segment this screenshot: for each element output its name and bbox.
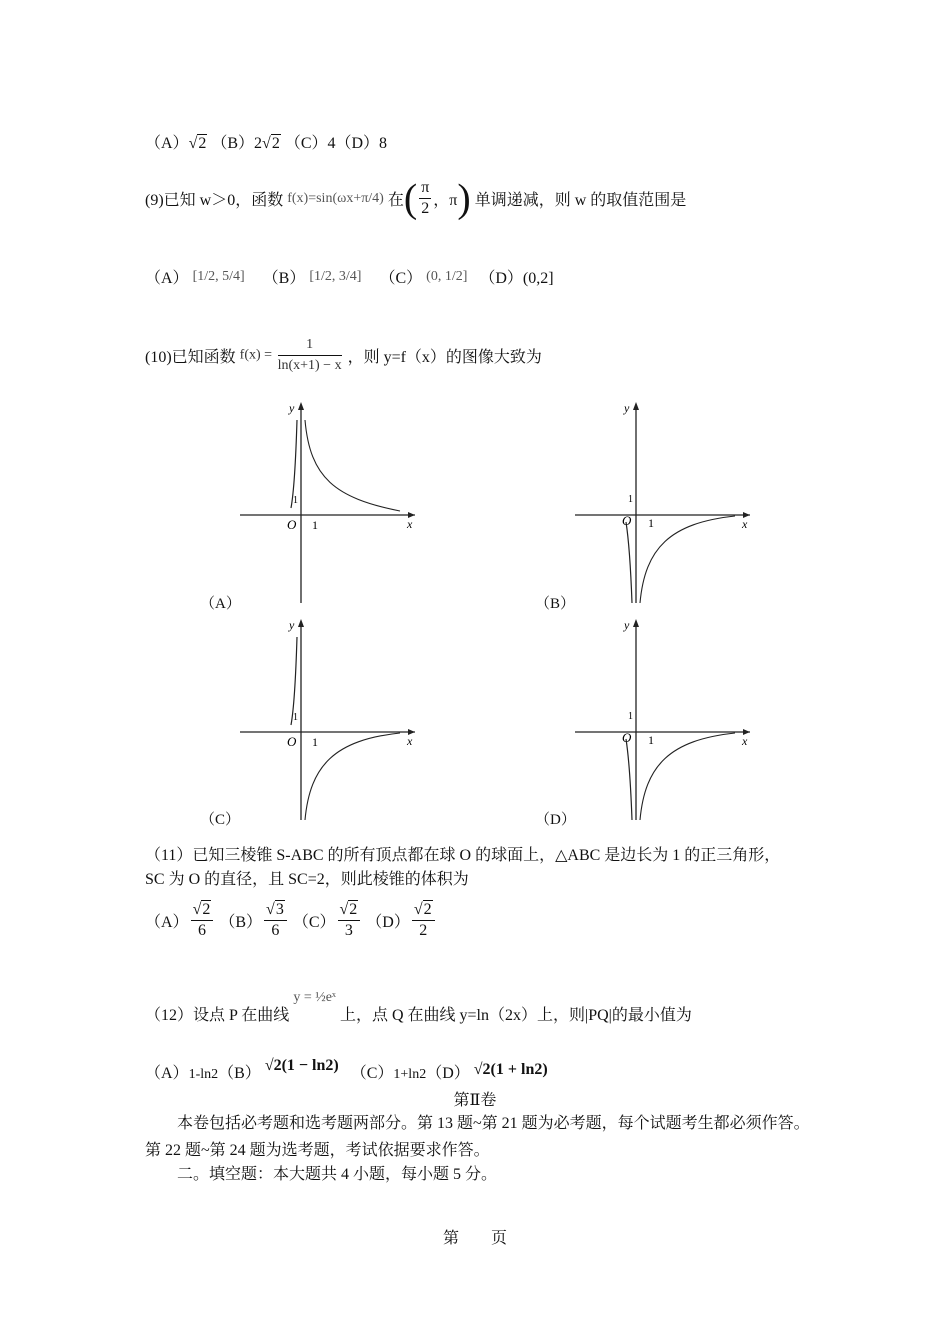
- q9-option-c-label: （C）: [379, 270, 423, 287]
- q11-option-c-label: （C）: [292, 914, 336, 931]
- q12-option-b-value: √2(1 − ln2): [264, 1057, 339, 1074]
- q9-option-b-label: （B）: [262, 270, 306, 287]
- q11-option-a-value: $\frac{√2}{6}$: [191, 900, 214, 941]
- svg-text:1: 1: [293, 495, 298, 506]
- q12-option-c-label: （C）: [350, 1065, 394, 1082]
- svg-text:1: 1: [648, 516, 654, 530]
- q12-tail-text: 上，点 Q 在曲线 y=ln（2x）上，则|PQ|的最小值为: [339, 1007, 692, 1024]
- svg-text:1: 1: [628, 494, 633, 505]
- q9-mid-text: 在: [387, 192, 404, 209]
- q12-option-d-value: √2(1 + ln2): [473, 1061, 548, 1078]
- q9-option-b-value: [1/2, 3/4]: [309, 268, 362, 284]
- svg-text:y: y: [289, 618, 295, 632]
- q9-interval-frac: $\frac{\pi}{2}$: [421, 179, 430, 217]
- page-footer: 第 页: [442, 1230, 507, 1247]
- q10-tail-text: ，则 y=f（x）的图像大致为: [347, 349, 542, 366]
- q9-option-a-label: （A）: [145, 270, 189, 287]
- q10-graph-d: [570, 615, 760, 825]
- q10-graph-d-label: （D）: [535, 812, 576, 828]
- q12-option-a-label: （A）: [145, 1065, 189, 1082]
- q8-option-b-coef: 2: [254, 135, 263, 152]
- q9-tail-text: 单调递减，则 w 的取值范围是: [474, 192, 687, 209]
- q11-option-c-value: $\frac{√2}{3}$: [338, 900, 361, 941]
- q11-option-b-value: $\frac{√3}{6}$: [264, 900, 287, 941]
- svg-text:O: O: [622, 513, 632, 528]
- svg-text:1: 1: [628, 711, 633, 722]
- q9-interval-end: ，π: [433, 192, 458, 209]
- svg-text:1: 1: [648, 733, 654, 747]
- q12-stem-text: （12）设点 P 在曲线: [145, 1007, 290, 1024]
- svg-text:y: y: [624, 401, 630, 415]
- q10-stem-text: (10)已知函数: [145, 349, 236, 366]
- q11-option-b-label: （B）: [219, 914, 263, 931]
- q9-stem: [145, 175, 687, 221]
- part2-paragraph-1: 本卷包括必考题和选考题两部分。第 13 题~第 21 题为必考题，每个试题考生都必须作答。第 22 题~第 24 题为选考题，考试依据要求作答。: [145, 1115, 810, 1159]
- q10-graph-c: [235, 615, 425, 825]
- q10-graph-c-label: （C）: [200, 812, 241, 828]
- q8-option-a-label: （A）: [145, 135, 189, 152]
- q11-option-d-value: $\frac{√2}{2}$: [412, 900, 435, 941]
- svg-text:O: O: [287, 517, 297, 532]
- q8-options: [145, 130, 387, 153]
- svg-text:1: 1: [312, 518, 318, 532]
- q9-options: [145, 265, 554, 288]
- svg-text:1: 1: [293, 712, 298, 723]
- svg-text:y: y: [624, 618, 630, 632]
- q12-option-b-label: （B）: [218, 1065, 261, 1082]
- q11-option-d-label: （D）: [366, 914, 410, 931]
- q12-option-d-label: （D）: [426, 1065, 470, 1082]
- svg-text:O: O: [622, 730, 632, 745]
- svg-text:1: 1: [312, 735, 318, 749]
- q9-option-d: （D）(0,2]: [479, 270, 554, 287]
- svg-text:y: y: [289, 401, 295, 415]
- part2-paragraph-2: 二。填空题：本大题共 4 小题，每小题 5 分。: [177, 1166, 498, 1183]
- q9-option-a-value: [1/2, 5/4]: [192, 268, 245, 284]
- svg-text:O: O: [287, 734, 297, 749]
- q8-option-b-value: √2: [262, 135, 280, 152]
- q10-formula: f(x) = $\frac{1}{\ln(x+1) - x}$: [239, 337, 342, 373]
- q10-graph-a-label: （A）: [200, 596, 241, 612]
- q8-option-b-label: （B）: [211, 135, 255, 152]
- q12-formula: y = ½eˣ: [293, 990, 336, 1006]
- q9-left-paren: (: [403, 175, 418, 221]
- q8-option-d: （D）8: [335, 135, 388, 152]
- q11-stem-line2: SC 为 O 的直径，且 SC=2，则此棱锥的体积为: [145, 871, 469, 888]
- q9-formula: f(x)=sin(ωx+π/4): [287, 190, 384, 206]
- q9-option-c-value: (0, 1/2]: [426, 268, 468, 284]
- q8-option-a-value: √2: [188, 135, 207, 152]
- q10-graph-b-label: （B）: [535, 596, 576, 612]
- q10-graph-b: [570, 398, 760, 608]
- q12-options: [145, 1057, 548, 1083]
- svg-text:x: x: [407, 517, 413, 531]
- q11-options: [145, 900, 437, 941]
- part2-title: 第Ⅱ卷: [453, 1092, 497, 1109]
- q12-option-c-value: 1+ln2: [393, 1067, 427, 1082]
- q11-option-a-label: （A）: [145, 914, 189, 931]
- q9-right-paren: ): [457, 175, 471, 221]
- q12-stem: [145, 990, 692, 1025]
- q9-stem-text: (9)已知 w＞0，函数: [145, 192, 284, 209]
- svg-text:x: x: [407, 734, 413, 748]
- q10-graph-a: [235, 398, 425, 608]
- q10-stem: [145, 335, 542, 376]
- q11-stem-line1: （11）已知三棱锥 S-ABC 的所有顶点都在球 O 的球面上，△ABC 是边长为 1 的正三角形，: [145, 847, 781, 864]
- q8-option-c: （C）4: [284, 135, 336, 152]
- svg-text:x: x: [742, 517, 748, 531]
- svg-text:x: x: [742, 734, 748, 748]
- q12-option-a-value: 1-ln2: [188, 1067, 219, 1082]
